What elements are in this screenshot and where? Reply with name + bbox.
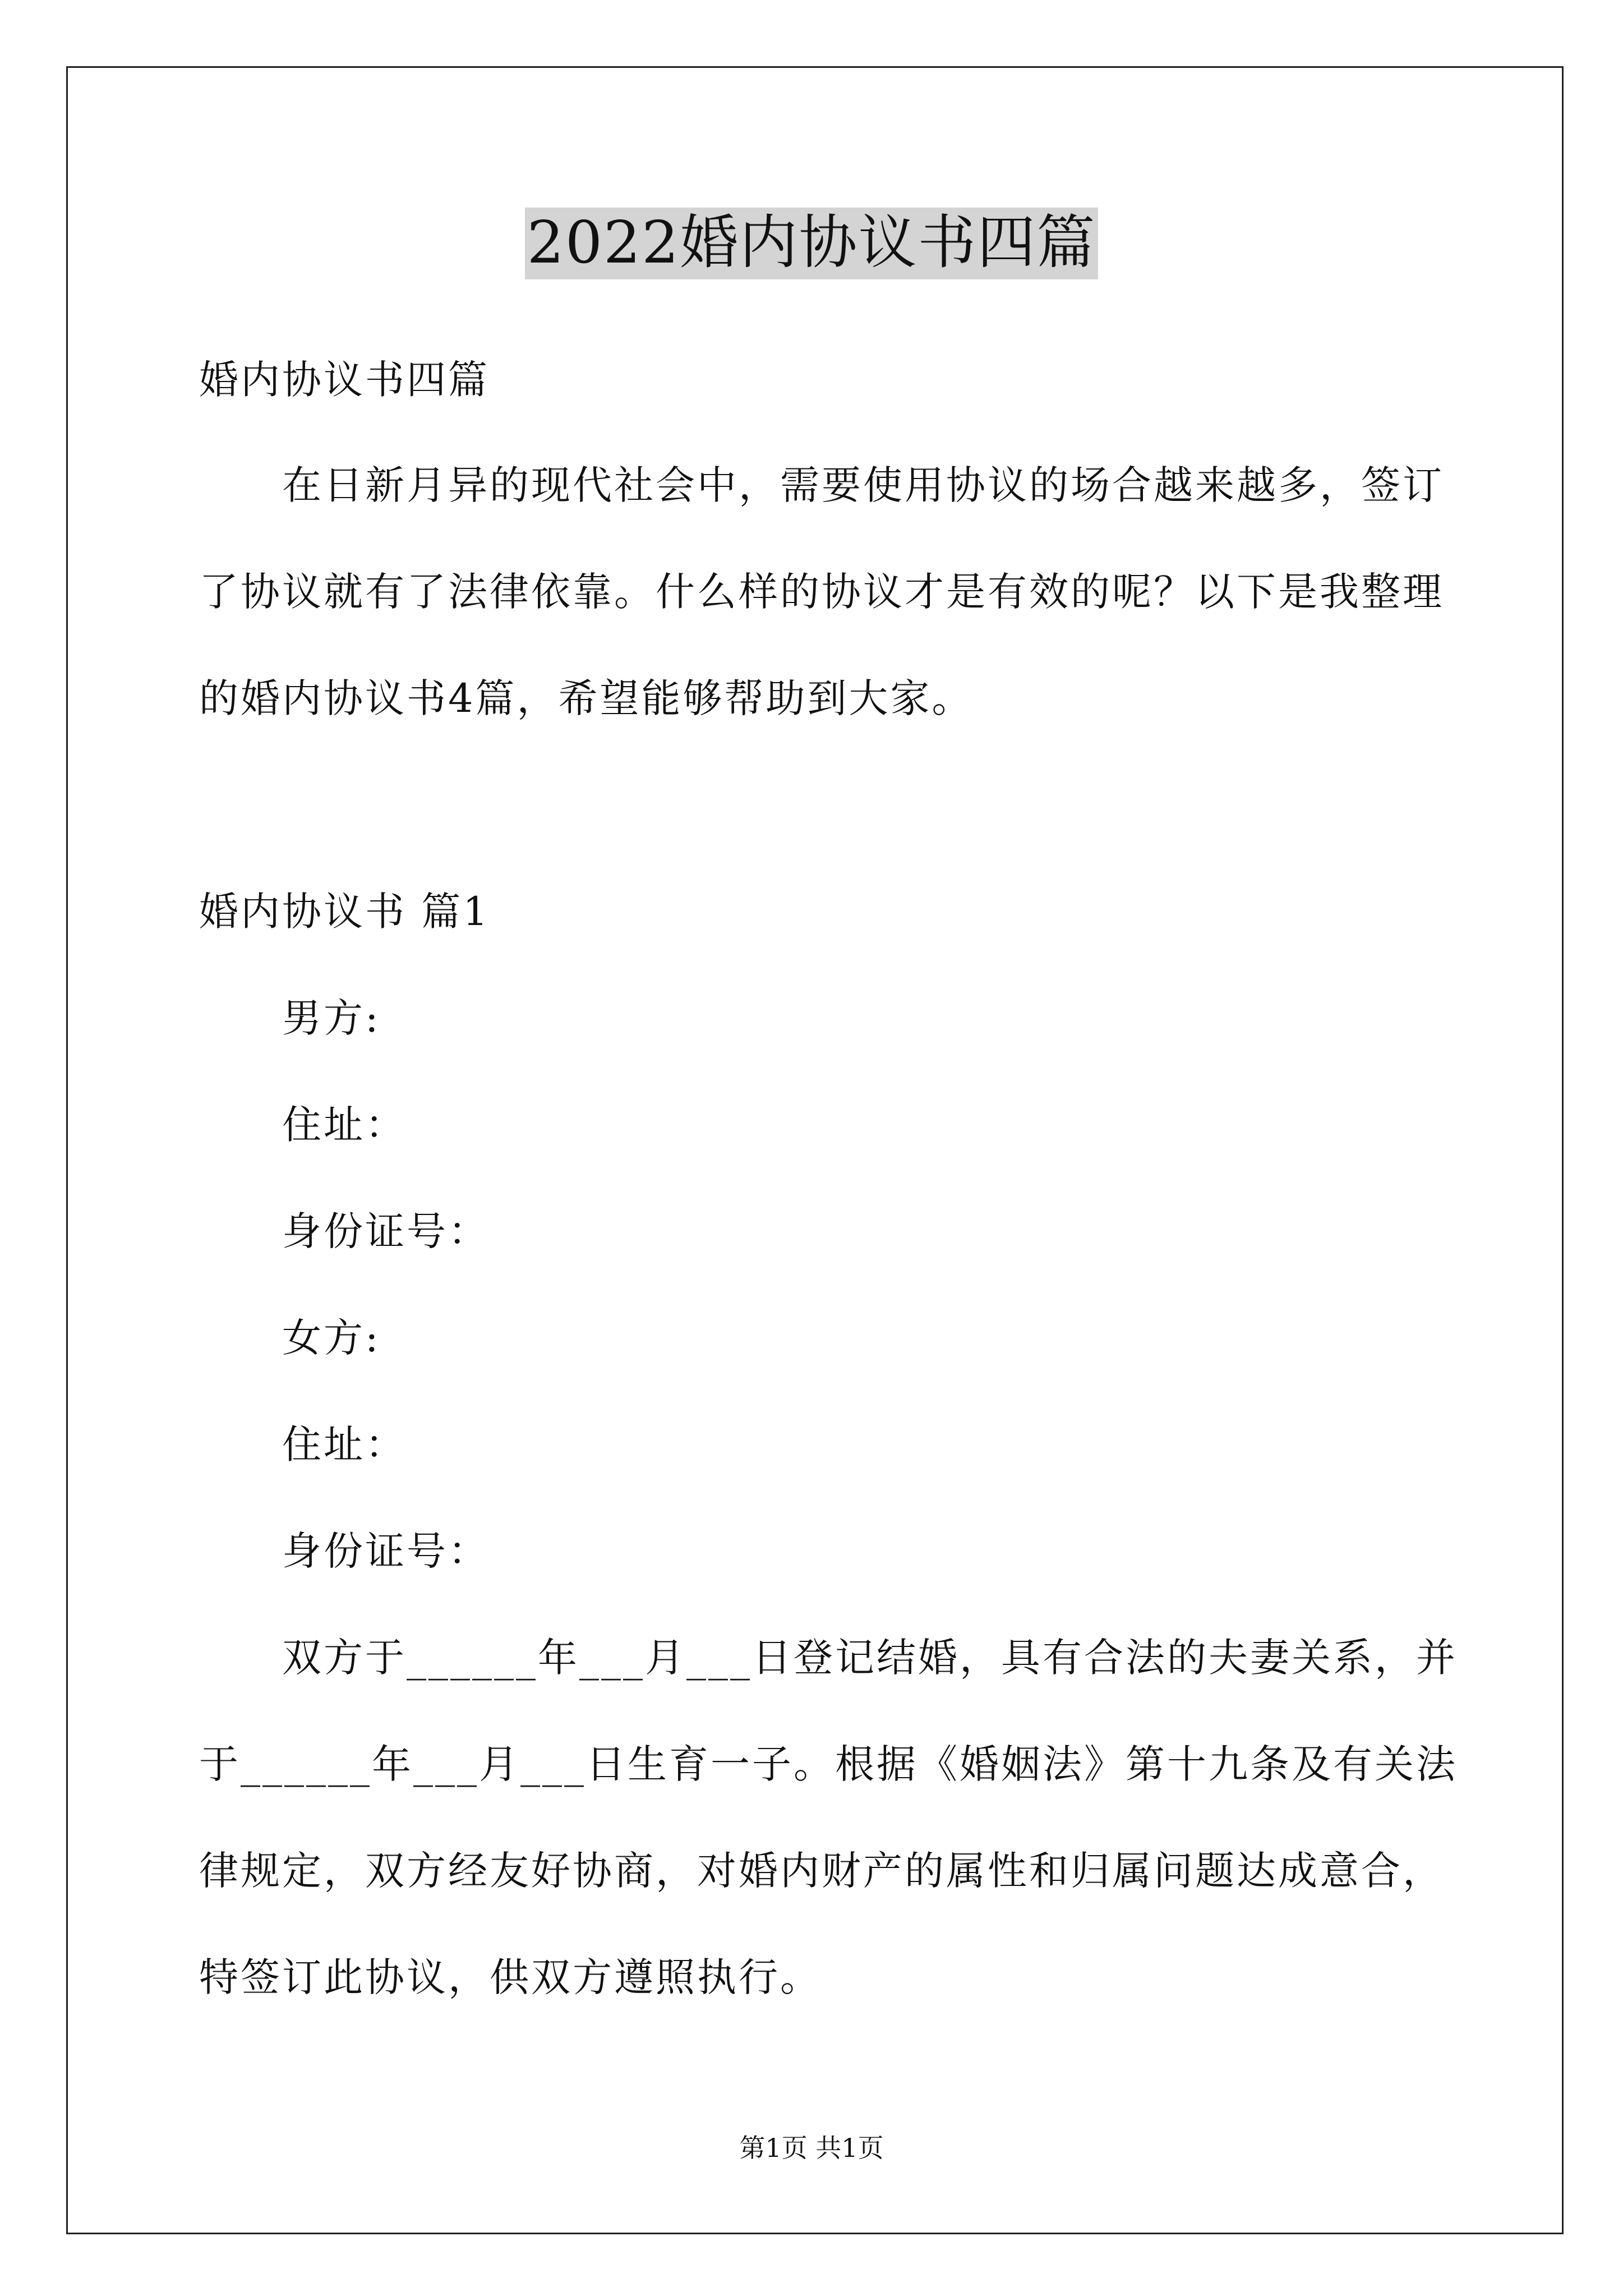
body-line-3: 律规定，双方经友好协商，对婚内财产的属性和归属问题达成意合， [199,1848,1444,1894]
field-male-address: 住址： [282,1102,407,1148]
body-line-1: 双方于______年___月___日登记结婚，具有合法的夫妻关系，并 [282,1635,1458,1681]
body-line-4: 特签订此协议，供双方遵照执行。 [199,1954,822,2000]
field-male-id: 身份证号： [282,1208,490,1254]
field-female-id: 身份证号： [282,1528,490,1574]
intro-line-3: 的婚内协议书4篇，希望能够帮助到大家。 [199,675,974,721]
field-female-address: 住址： [282,1421,407,1467]
document-title: 2022婚内协议书四篇 [525,208,1099,279]
page-footer: 第1页 共1页 [739,2133,884,2163]
field-male: 男方: [282,995,381,1041]
body-line-2: 于______年___月___日生育一子。根据《婚姻法》第十九条及有关法 [199,1741,1458,1787]
subtitle: 婚内协议书四篇 [199,357,490,403]
field-female: 女方: [282,1315,381,1361]
section-heading: 婚内协议书 篇1 [199,889,490,935]
intro-line-1: 在日新月异的现代社会中，需要使用协议的场合越来越多，签订 [282,462,1444,508]
intro-line-2: 了协议就有了法律依靠。什么样的协议才是有效的呢？以下是我整理 [199,569,1444,615]
